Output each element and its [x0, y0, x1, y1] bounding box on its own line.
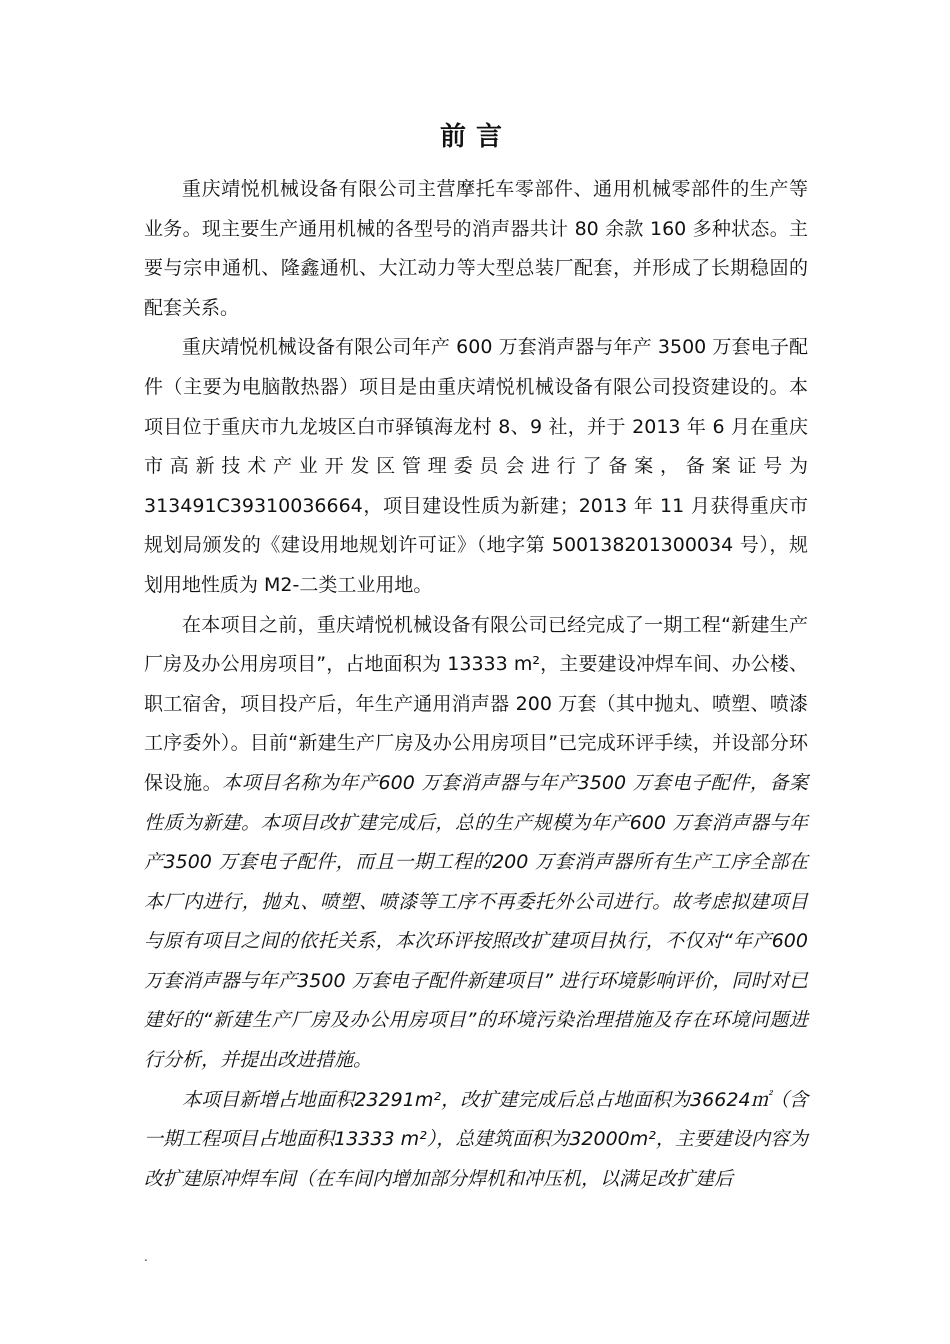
paragraph-3-italic: 本项目名称为年产600 万套消声器与年产3500 万套电子配件，备案性质为新建。本项目改扩建完成后，总的生产规模为年产600 万套消声器与年产3500 万套电子配件，而且一期工程的200 万套消声器所有生产工序全部在本厂内进行，抛丸、喷塑、喷漆等工序不再委托外公司进行。故考虑拟建项目与原有项目之间的依托关系，本次环评按照改扩建项目执行，不仅对“年产600 万套消声器与年产3500 万套电子配件新建项目” 进行环境影响评价，同时对已建好的“新建生产厂房及办公用房项目”的环境污染治理措施及存在环境问题进行分析，并提出改进措施。 [144, 771, 808, 1072]
paragraph-4: 本项目新增占地面积23291m²，改扩建完成后总占地面积为36624㎡（含一期工程项目占地面积13333 m²），总建筑面积为32000m²，主要建设内容为改扩建原冲焊车间（在车间内增加部分焊机和冲压机，以满足改扩建后 [144, 1088, 808, 1190]
page-title: 前言 [439, 122, 512, 152]
paragraph-1: 重庆靖悦机械设备有限公司主营摩托车零部件、通用机械零部件的生产等业务。现主要生产通用机械的各型号的消声器共计 80 余款 160 多种状态。主要与宗申通机、隆鑫通机、大江动力等大型总装厂配套，并形成了长期稳固的配套关系。 [144, 178, 808, 319]
paragraph-2: 重庆靖悦机械设备有限公司年产 600 万套消声器与年产 3500 万套电子配件（主要为电脑散热器）项目是由重庆靖悦机械设备有限公司投资建设的。本项目位于重庆市九龙坡区白市驿镇海龙村 8、9 社，并于 2013 年 6 月在重庆市高新技术产业开发区管理委员会进行了备案，备案证号为313491C39310036664，项目建设性质为新建；2013 年 11 月获得重庆市规划局颁发的《建设用地规划许可证》（地字第 500138201300034 号），规划用地性质为 M2-二类工业用地。 [144, 336, 808, 596]
document-page [144, 112, 808, 1199]
page-footer-mark: . [144, 1250, 148, 1264]
paragraph-3-regular: 在本项目之前，重庆靖悦机械设备有限公司已经完成了一期工程“新建生产厂房及办公用房项目”，占地面积为 13333 m²，主要建设冲焊车间、办公楼、职工宿舍，项目投产后，年生产通用消声器 200 万套（其中抛丸、喷塑、喷漆工序委外）。目前“新建生产厂房及办公用房项目”已完成环评手续，并设部分环保设施。 [144, 613, 808, 794]
paragraph-3 [144, 606, 808, 1081]
